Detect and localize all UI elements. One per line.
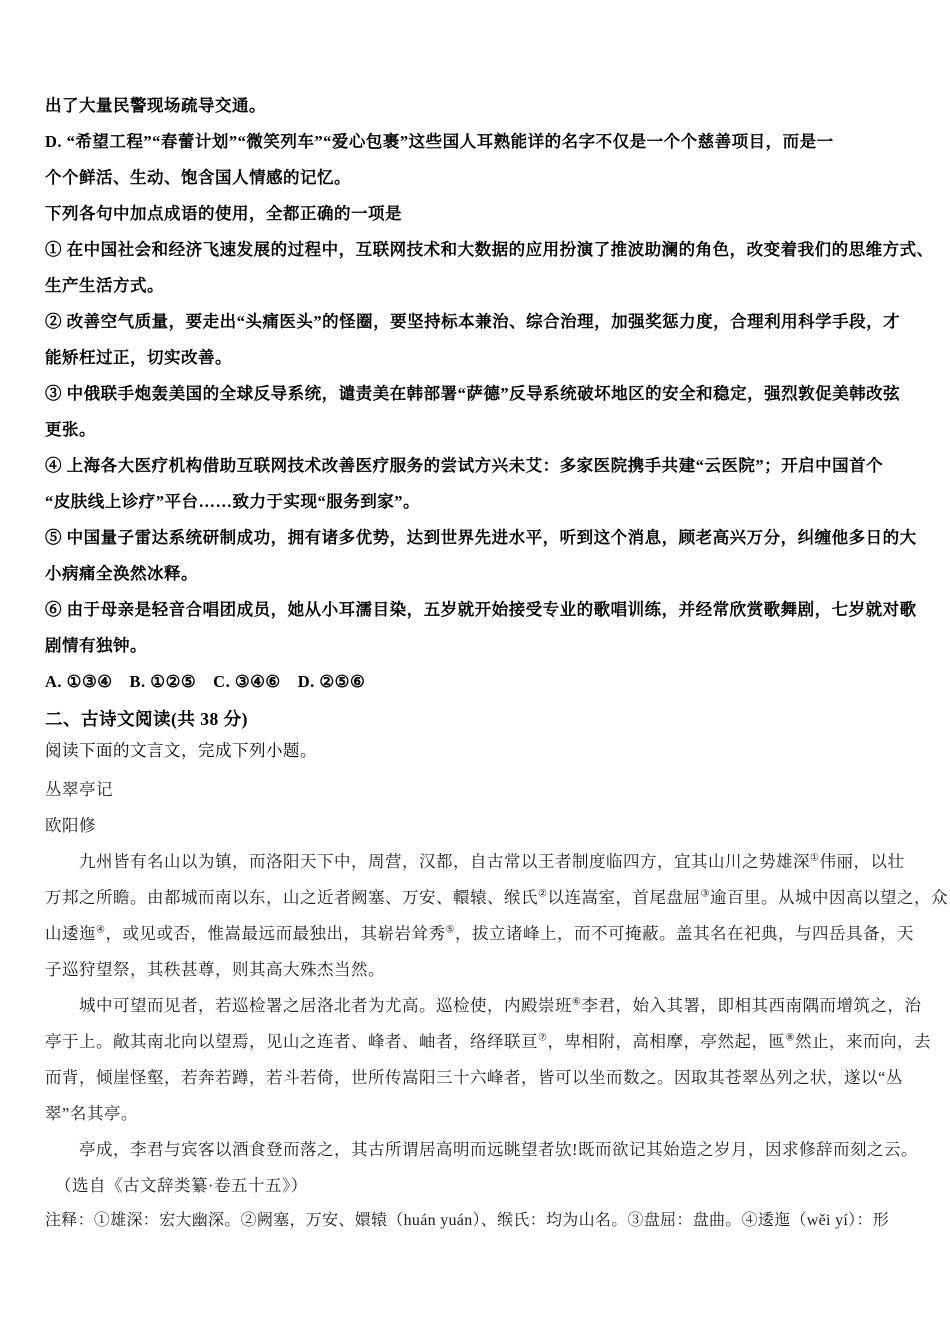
essay-title: 丛翠亭记	[45, 780, 113, 799]
essay-author: 欧阳修	[45, 816, 96, 835]
option-d-line: 个个鲜活、生动、饱含国人情感的记忆。	[45, 168, 351, 187]
answer-options-line: A. ①③④ B. ①②⑤ C. ③④⑥ D. ②⑤⑥	[45, 672, 366, 691]
classical-line: 亭成，李君与宾客以酒食登而落之，其古所谓居高明而远眺望者欤!既而欲记其始造之岁月，因求修辞而刻之云。	[79, 1140, 918, 1159]
body-line: 出了大量民警现场疏导交通。	[45, 96, 266, 115]
classical-line: 万邦之所瞻。由都城而南以东，山之近者阙塞、万安、轘辕、缑氏②以连嵩室，首尾盘屈③逾百里。从城中因高以望之，众	[45, 888, 948, 907]
classical-line: 子巡狩望祭，其秩甚尊，则其高大殊杰当然。	[45, 960, 385, 979]
reading-instruction: 阅读下面的文言文，完成下列小题。	[45, 741, 317, 760]
classical-line: 城中可望而见者，若巡检署之居洛北者为尤高。巡检使，内殿崇班⑥李君，始入其署，即相其西南隅而增筑之，治	[79, 996, 922, 1015]
sentence-2-line: 能矫枉过正，切实改善。	[45, 348, 232, 367]
classical-line: 山逶迤④，或见或否，惟嵩最远而最独出，其崭岩耸秀⑤，拔立诸峰上，而不可掩蔽。盖其名在祀典，与四岳具备，天	[45, 924, 914, 943]
classical-line: 九州皆有名山以为镇，而洛阳天下中，周营，汉都，自古常以王者制度临四方，宜其山川之势雄深①伟丽，以壮	[79, 852, 905, 871]
sentence-2-line: ② 改善空气质量，要走出“头痛医头”的怪圈，要坚持标本兼治、综合治理，加强奖惩力度，合理利用科学手段，才	[45, 312, 901, 331]
classical-line: 亭于上。敞其南北向以望焉，见山之连者、峰者、岫者，络绎联亘⑦，卑相附，高相摩，亭然起，匜⑧然止，来而向，去	[45, 1032, 931, 1051]
classical-line: 翠”名其亭。	[45, 1104, 138, 1123]
sentence-6-line: 剧情有独钟。	[45, 636, 147, 655]
source-attribution: （选自《古文辞类纂·卷五十五》）	[55, 1176, 308, 1195]
sentence-4-line: “皮肤线上诊疗”平台……致力于实现“服务到家”。	[45, 492, 420, 511]
annotations-line: 注释：①雄深：宏大幽深。②阙塞，万安、嬛辕（huán yuán）、缑氏：均为山名。③盘屈：盘曲。④逶迤（wěi yí）：形	[45, 1212, 890, 1229]
sentence-1-line: ① 在中国社会和经济飞速发展的过程中，互联网技术和大数据的应用扮演了推波助澜的角色，改变着我们的思维方式、	[45, 240, 934, 259]
sentence-4-line: ④ 上海各大医疗机构借助互联网技术改善医疗服务的尝试方兴未艾：多家医院携手共建“云医院”；开启中国首个	[45, 456, 884, 475]
sentence-1-line: 生产生活方式。	[45, 276, 164, 295]
section-heading: 二、古诗文阅读(共 38 分)	[45, 709, 248, 729]
sentence-5-line: ⑤ 中国量子雷达系统研制成功，拥有诸多优势，达到世界先进水平，听到这个消息，顾老高兴万分，纠缠他多日的大	[45, 528, 917, 547]
classical-line: 而背，倾崖怪壑，若奔若蹲，若斗若倚，世所传嵩阳三十六峰者，皆可以坐而数之。因取其苍翠丛列之状，遂以“丛	[45, 1068, 903, 1087]
sentence-3-line: 更张。	[45, 420, 96, 439]
sentence-6-line: ⑥ 由于母亲是轻音合唱团成员，她从小耳濡目染，五岁就开始接受专业的歌唱训练，并经常欣赏歌舞剧，七岁就对歌	[45, 600, 917, 619]
sentence-3-line: ③ 中俄联手炮轰美国的全球反导系统，谴责美在韩部署“萨德”反导系统破坏地区的安全和稳定，强烈敦促美韩改弦	[45, 384, 901, 403]
sentence-5-line: 小病痛全涣然冰释。	[45, 564, 198, 583]
question-stem: 下列各句中加点成语的使用，全都正确的一项是	[45, 204, 402, 223]
option-d-line: D. “希望工程”“春蕾计划”“微笑列车”“爱心包裹”这些国人耳熟能详的名字不仅是一个个慈善项目，而是一	[45, 132, 834, 151]
